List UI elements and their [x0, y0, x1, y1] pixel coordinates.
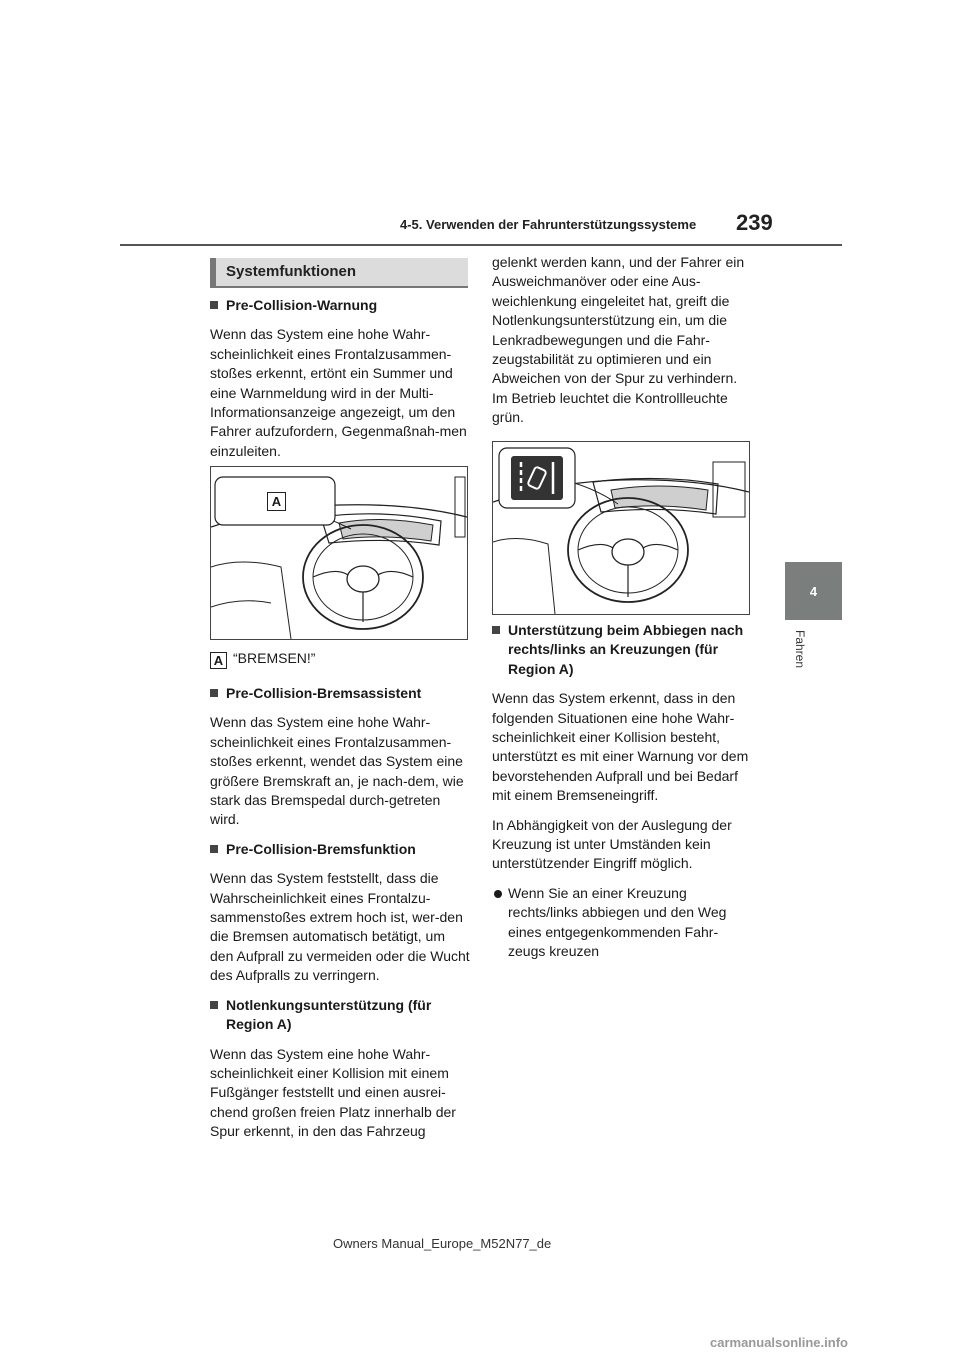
caption-key: A — [210, 652, 227, 669]
paragraph-warning: Wenn das System eine hohe Wahr-scheinlichkeit eines Frontalzusammen-stoßes erkennt, ertönt ein Summer und eine Warnmeldung wird in der Multi-Informationsanzeige angezeigt, um den Fahrer aufzufordern, Gegenmaßnah-men einzuleiten. — [210, 326, 467, 459]
paragraph-steering-continued: gelenkt werden kann, und der Fahrer ein Ausweichmanöver oder eine Aus-weichlenkung eingeleitet hat, greift die Notlenkungsunterstützung ein, um die Lenkradbewegungen und die Fahr-zeugstabilität zu optimieren und ein Abweichen von der Spur zu verhindern. Im Betrieb leuchtet die Kontrollleuchte grün. — [492, 254, 745, 426]
callout-label-a: A — [267, 492, 286, 511]
subheading-emergency-steering: Notlenkungsunterstützung (für Region A) — [210, 996, 472, 1035]
figure-dashboard-warning — [210, 466, 468, 640]
right-column — [492, 253, 754, 438]
header-section-title: 4-5. Verwenden der Fahrunterstützungssysteme — [400, 217, 697, 232]
figure-dashboard-indicator — [492, 441, 750, 615]
section-title-bar — [210, 258, 468, 288]
header-rule — [120, 244, 842, 246]
dashboard-illustration — [211, 467, 467, 639]
subheading-brake-function: Pre-Collision-Bremsfunktion — [210, 840, 472, 859]
subheading-brake-assist: Pre-Collision-Bremsassistent — [210, 684, 472, 703]
right-column-lower — [492, 621, 754, 972]
left-column-lower — [210, 684, 472, 1152]
paragraph-brake-function: Wenn das System feststellt, dass die Wahrscheinlichkeit eines Frontalzu-sammenstoßes extrem hoch ist, wer-den die Bremsen automatisch betätigt, um den Aufprall zu vermeiden oder die Wucht des Aufpralls zu verringern. — [210, 870, 470, 984]
chapter-tab[interactable] — [785, 562, 842, 620]
paragraph-brake-assist: Wenn das System eine hohe Wahr-scheinlichkeit eines Frontalzusammen-stoßes erkennt, wendet das System eine größere Bremskraft an, je nach-dem, wie stark das Bremspedal durch-getreten wird. — [210, 714, 464, 828]
chapter-label: Fahren — [793, 630, 807, 669]
footer-manual-id: Owners Manual_Europe_M52N77_de — [333, 1236, 552, 1251]
left-column — [210, 296, 470, 471]
paragraph-turn-assist: Wenn das System erkennt, dass in den folgenden Situationen eine hohe Wahr-scheinlichkeit einer Kollision besteht, unterstützt es mit einer Warnung vor dem bevorstehenden Aufprall und bei Bedarf mit einem Bremseneingriff. — [492, 690, 749, 804]
section-title: Systemfunktionen — [226, 263, 357, 280]
caption-text: “BREMSEN!” — [233, 650, 316, 666]
chapter-number: 4 — [809, 583, 818, 599]
watermark[interactable]: carmanualsonline.info — [710, 1335, 848, 1350]
paragraph-turn-limitation: In Abhängigkeit von der Auslegung der Kreuzung ist unter Umständen kein unterstützender Eingriff möglich. — [492, 816, 732, 872]
subheading-turn-assist: Unterstützung beim Abbiegen nach rechts/links an Kreuzungen (für Region A) — [492, 621, 754, 679]
section-accent — [210, 258, 216, 286]
bullet-intersection: Wenn Sie an einer Kreuzung rechts/links abbiegen und den Weg eines entgegenkommenden Fahr-zeugs kreuzen — [492, 884, 754, 962]
page-number: 239 — [736, 210, 773, 235]
paragraph-emergency-steering: Wenn das System eine hohe Wahr-scheinlichkeit einer Kollision mit einem Fußgänger feststellt und einen ausrei-chend großen freien Platz innerhalb der Spur erkennt, in den das Fahrzeug — [210, 1045, 456, 1140]
subheading-warning: Pre-Collision-Warnung — [210, 296, 470, 315]
figure-caption — [210, 650, 315, 669]
steering-assist-indicator-icon — [511, 456, 563, 500]
